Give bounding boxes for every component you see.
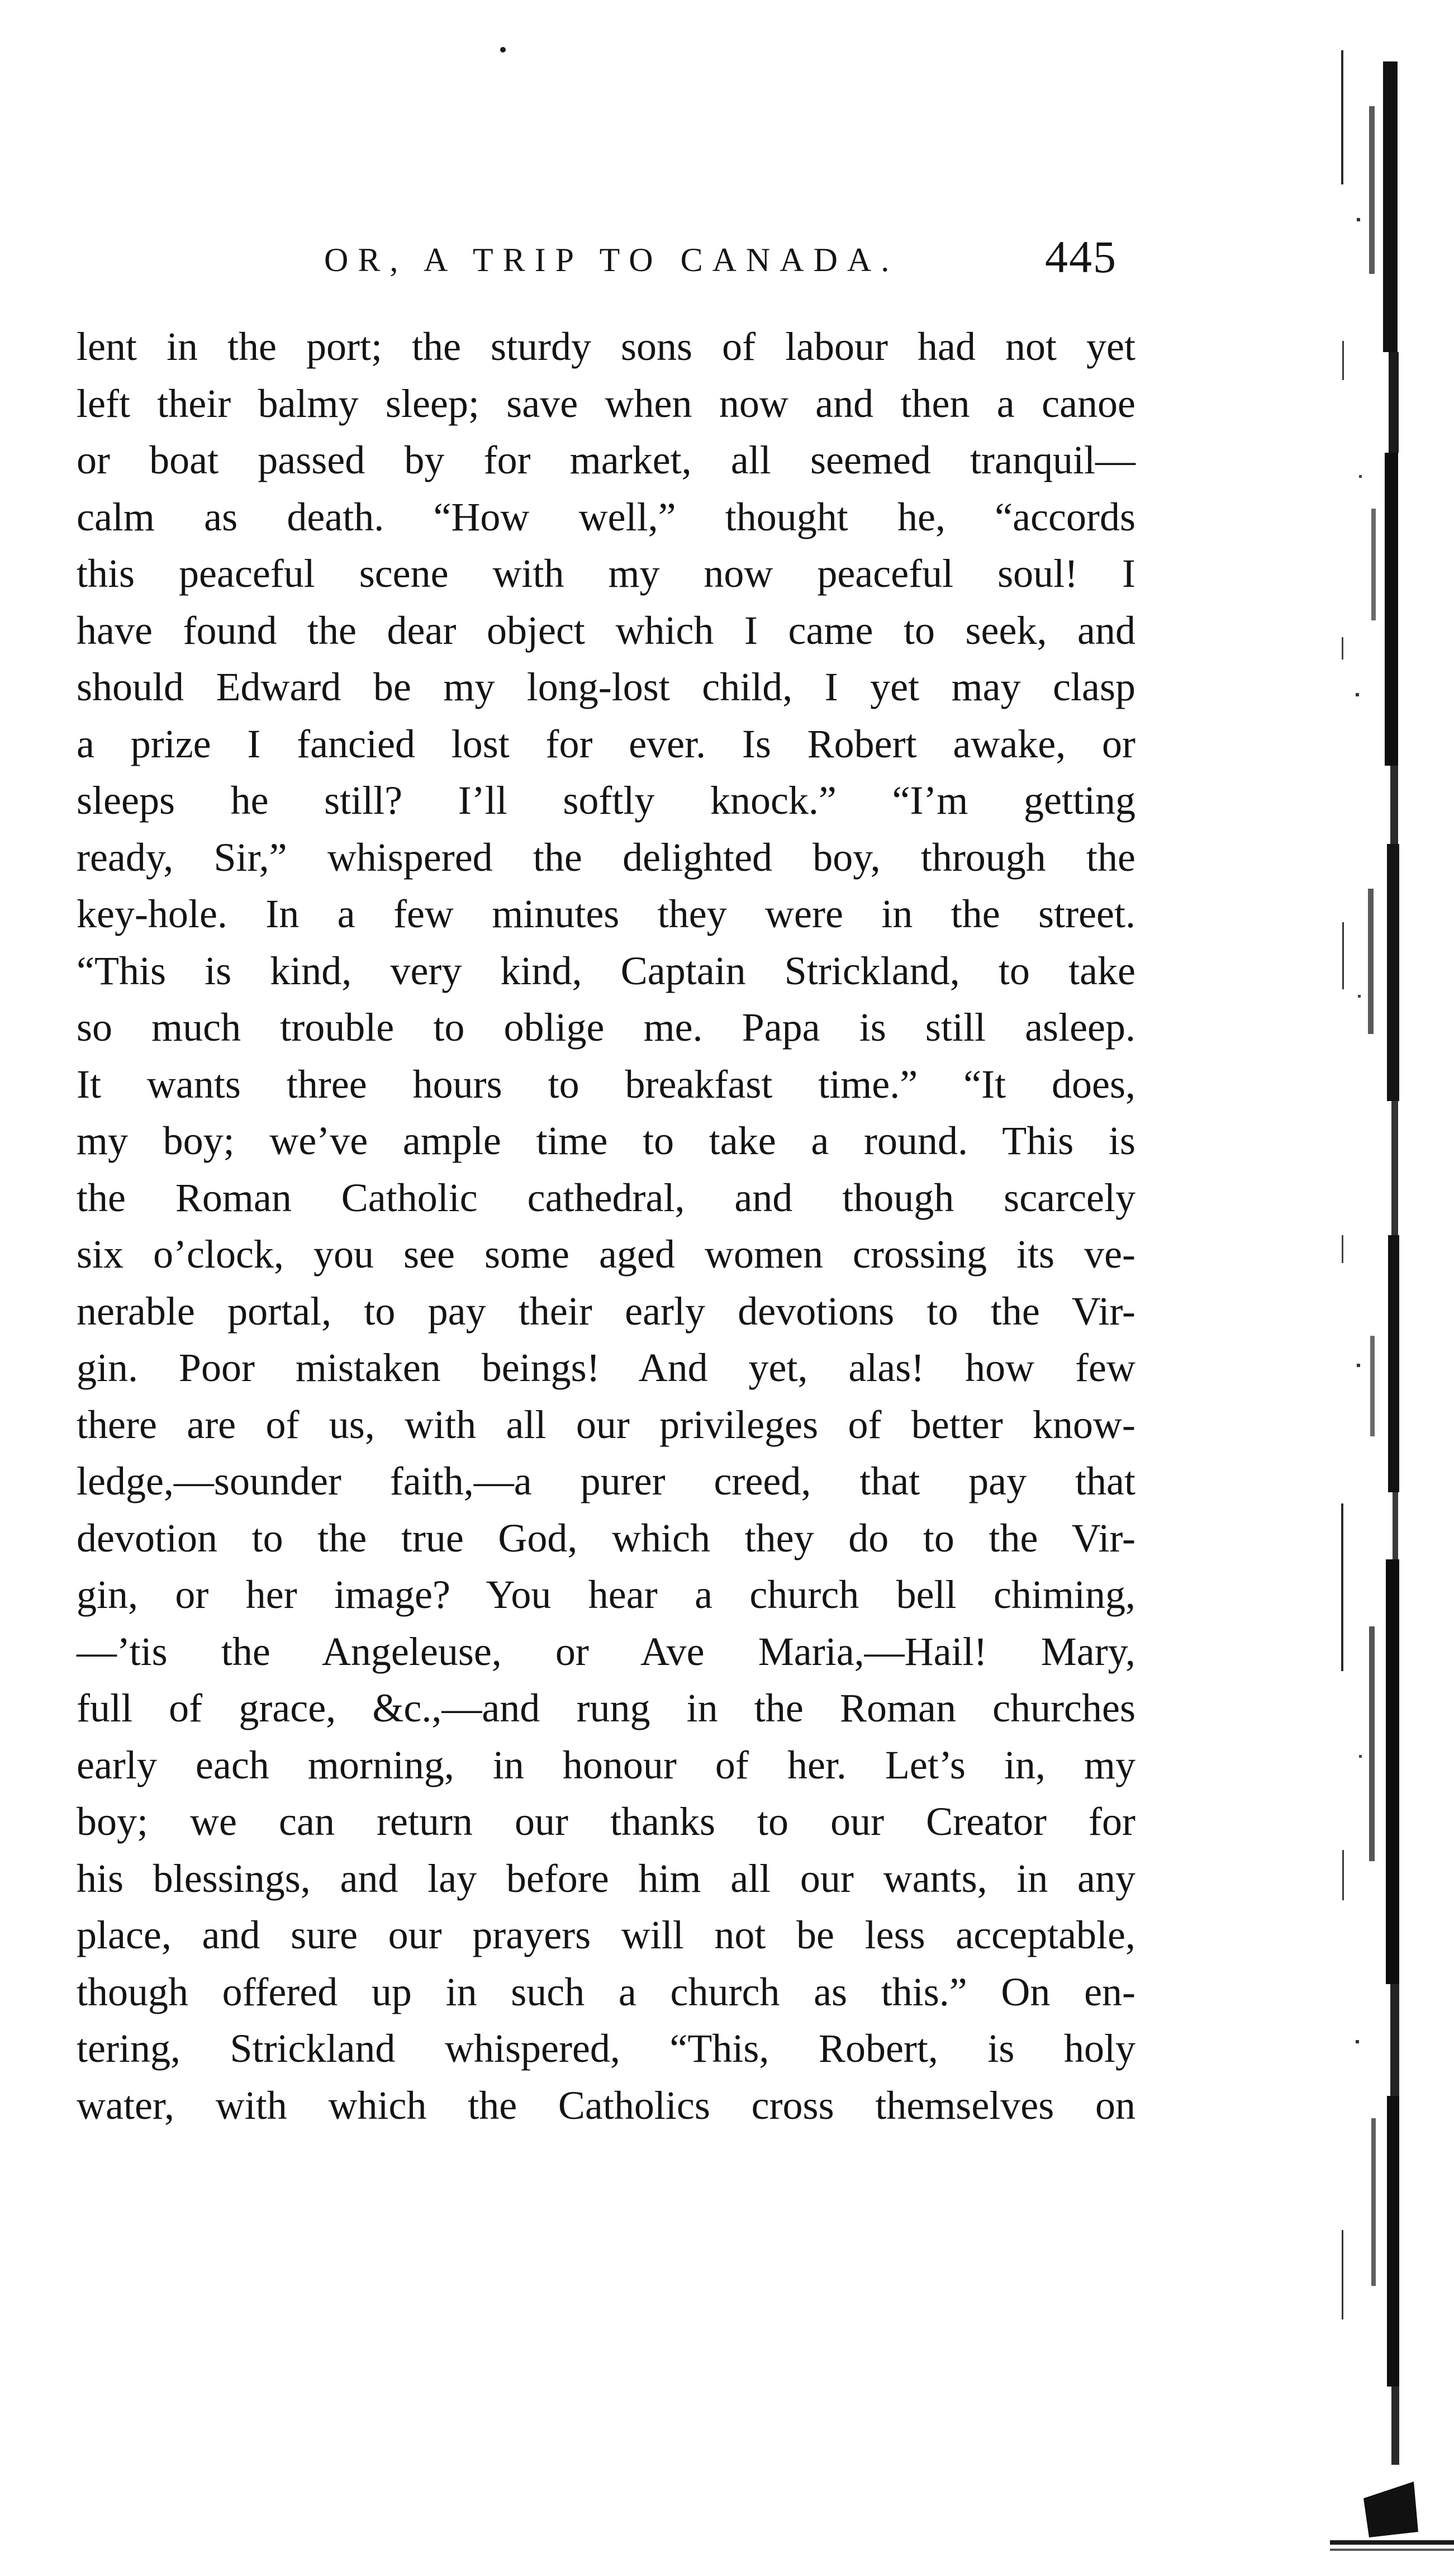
text-line: sleeps he still? I’ll softly knock.” “I’m getting — [77, 778, 1135, 823]
text-line: nerable portal, to pay their early devotions to the Vir- — [77, 1288, 1135, 1334]
text-line: the Roman Catholic cathedral, and though scarcely — [77, 1175, 1135, 1220]
text-line: boy; we can return our thanks to our Creator for — [77, 1799, 1135, 1844]
text-line: my boy; we’ve ample time to take a round. This is — [77, 1118, 1135, 1163]
text-line: key-hole. In a few minutes they were in the street. — [77, 891, 1135, 936]
text-line: there are of us, with all our privileges of better know- — [77, 1402, 1135, 1447]
text-line: though offered up in such a church as this.” On en- — [77, 1969, 1135, 2014]
text-line: have found the dear object which I came to seek, and — [77, 608, 1135, 653]
ink-speck — [500, 47, 506, 53]
text-line: tering, Strickland whispered, “This, Robert, is holy — [77, 2026, 1135, 2071]
text-line: this peaceful scene with my now peaceful soul! I — [77, 551, 1135, 596]
text-line: gin, or her image? You hear a church bell chiming, — [77, 1572, 1135, 1617]
text-line: ready, Sir,” whispered the delighted boy, through the — [77, 834, 1135, 880]
text-line: place, and sure our prayers will not be less acceptable, — [77, 1913, 1135, 1957]
text-line: left their balmy sleep; save when now and then a canoe — [77, 381, 1135, 426]
text-line: six o’clock, you see some aged women crossing its ve- — [77, 1232, 1135, 1277]
page-edge-shadow — [1330, 50, 1454, 2576]
text-line: water, with which the Catholics cross themselves on — [77, 2082, 1135, 2128]
body-text — [77, 319, 1135, 2134]
text-line: “This is kind, very kind, Captain Strickland, to take — [77, 948, 1135, 993]
page-number: 445 — [1045, 231, 1117, 282]
text-line: his blessings, and lay before him all our wants, in any — [77, 1856, 1135, 1901]
text-line: should Edward be my long-lost child, I yet may clasp — [77, 665, 1135, 709]
text-line: —’tis the Angeleuse, or Ave Maria,—Hail! Mary, — [77, 1629, 1135, 1674]
text-line: early each morning, in honour of her. Let’s in, my — [77, 1742, 1135, 1787]
text-line: a prize I fancied lost for ever. Is Robert awake, or — [77, 721, 1135, 766]
text-line: full of grace, &c.,—and rung in the Roman churches — [77, 1686, 1135, 1730]
text-line: calm as death. “How well,” thought he, “accords — [77, 494, 1135, 539]
text-line: ledge,—sounder faith,—a purer creed, that pay that — [77, 1459, 1135, 1503]
text-line: devotion to the true God, which they do to the Vir- — [77, 1515, 1135, 1560]
text-line: lent in the port; the sturdy sons of labour had not yet — [77, 324, 1135, 369]
text-line: or boat passed by for market, all seemed tranquil— — [77, 438, 1135, 482]
text-line: It wants three hours to breakfast time.” “It does, — [77, 1061, 1135, 1107]
running-head: OR, A TRIP TO CANADA. — [324, 241, 899, 278]
text-line: gin. Poor mistaken beings! And yet, alas! how few — [77, 1345, 1135, 1390]
text-line: so much trouble to oblige me. Papa is still asleep. — [77, 1005, 1135, 1050]
